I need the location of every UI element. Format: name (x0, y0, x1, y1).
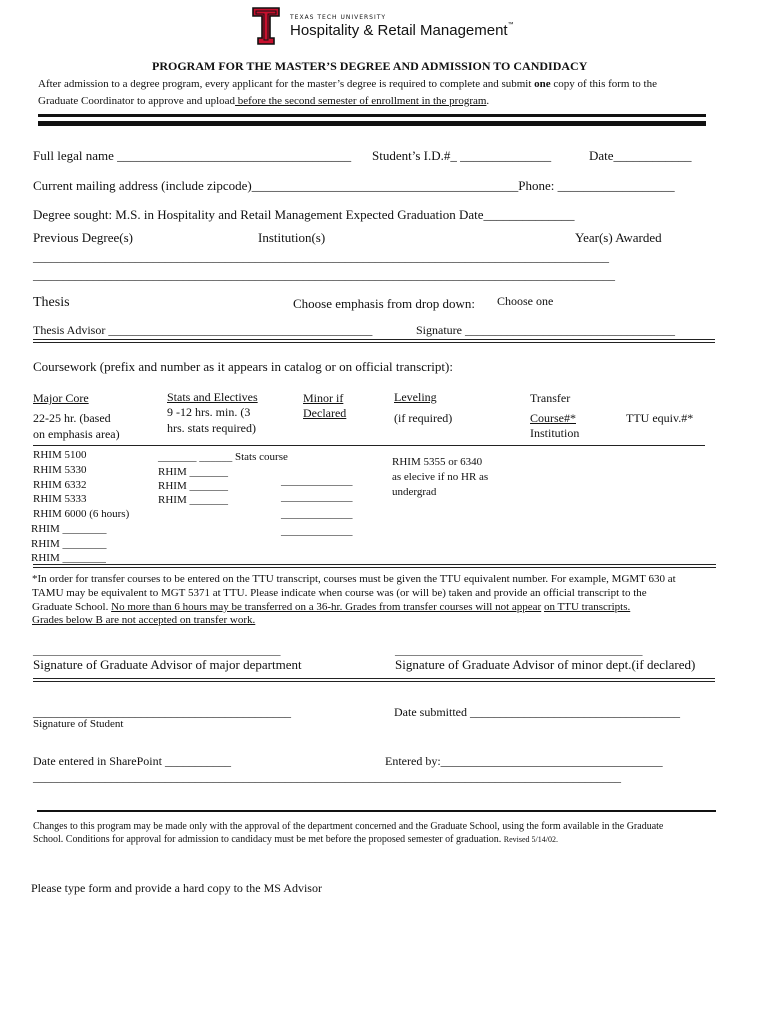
divider (37, 810, 716, 812)
department-name: Hospitality & Retail Management™ (290, 22, 514, 39)
minor-advisor-signature-line[interactable]: _____________________________________________ (395, 645, 643, 657)
major-core-course[interactable]: RHIM 6332 (33, 479, 87, 491)
minor-header: Declared (303, 406, 347, 420)
major-advisor-signature-line[interactable]: _____________________________________________ (33, 645, 281, 657)
divider (33, 564, 716, 565)
major-core-course[interactable]: RHIM 5100 (33, 449, 87, 461)
full-name-field[interactable]: Full legal name ____________________________________ (33, 148, 352, 163)
transfer-note: *In order for transfer courses to be entered on the TTU transcript, courses must be given the TTU equivalent number. For example, MGMT 630 at (32, 573, 676, 585)
stats-hours: 9 -12 hrs. min. (3 (167, 405, 251, 419)
major-core-course[interactable]: RHIM ________ (31, 552, 107, 564)
thesis-advisor-field[interactable]: Thesis Advisor ____________________________________________ (33, 323, 373, 337)
major-core-course[interactable]: RHIM ________ (31, 523, 107, 535)
stats-course[interactable]: RHIM _______ (158, 494, 228, 506)
divider (38, 121, 706, 126)
leveling-header: Leveling (394, 390, 437, 404)
previous-degrees-label: Previous Degree(s) (33, 230, 133, 245)
divider (33, 681, 715, 682)
thesis-label: Thesis (33, 295, 70, 310)
emphasis-dropdown[interactable]: Choose one (497, 294, 554, 308)
transfer-note: Grades below B are not accepted on transfer work. (32, 614, 256, 626)
thesis-signature-field[interactable]: Signature ___________________________________ (416, 323, 675, 337)
divider (33, 567, 716, 568)
divider (33, 339, 715, 340)
intro-line-1: After admission to a degree program, every applicant for the master’s degree is required to complete and submit one copy of this form to the (38, 78, 657, 90)
student-signature-line[interactable]: ___________________________________________ (33, 705, 291, 719)
major-core-hours: 22-25 hr. (based (33, 411, 111, 425)
minor-course-line[interactable]: _____________ (281, 525, 353, 537)
minor-course-line[interactable]: _____________ (281, 508, 353, 520)
leveling-text: as elecive if no HR as (392, 471, 489, 483)
form-title: PROGRAM FOR THE MASTER’S DEGREE AND ADMISSION TO CANDIDACY (152, 59, 588, 73)
previous-degree-line[interactable]: _________________________________________________________________________________________________ (33, 268, 615, 282)
divider (33, 342, 715, 343)
ttu-equiv-header: TTU equiv.#* (626, 411, 694, 425)
transfer-header: Transfer (530, 391, 571, 405)
intro-line-2: Graduate Coordinator to approve and upload before the second semester of enrollment in the program. (38, 95, 490, 107)
entered-by-field[interactable]: Entered by:_____________________________________ (385, 754, 663, 768)
date-submitted-field[interactable]: Date submitted ___________________________________ (394, 705, 680, 719)
major-core-course[interactable]: RHIM 6000 (6 hours) (33, 508, 130, 520)
leveling-note: (if required) (394, 411, 453, 425)
transfer-institution-header: Institution (530, 426, 580, 440)
major-core-course[interactable]: RHIM ________ (31, 538, 107, 550)
coursework-heading: Coursework (prefix and number as it appears in catalog or on official transcript): (33, 359, 453, 374)
minor-header: Minor if (303, 391, 344, 405)
student-signature-label: Signature of Student (33, 718, 124, 730)
divider (38, 114, 706, 117)
ttu-double-t-logo-icon (251, 6, 281, 46)
minor-course-line[interactable]: _____________ (281, 475, 353, 487)
transfer-note: TAMU may be equivalent to MGT 5371 at TTU. Please indicate when course was (or will be) taken and provide an official transcript to the (32, 587, 647, 599)
changes-note: Changes to this program may be made only with the approval of the department concerned and the Graduate School, using the form available in the Graduate (33, 821, 664, 832)
transfer-course-header: Course#* (530, 411, 576, 425)
instruction-note: Please type form and provide a hard copy to the MS Advisor (31, 881, 322, 895)
minor-course-line[interactable]: _____________ (281, 491, 353, 503)
divider (33, 678, 715, 679)
stats-header: Stats and Electives (167, 390, 258, 404)
student-id-field[interactable]: Student’s I.D.#_ ______________ (372, 148, 552, 163)
sharepoint-date-field[interactable]: Date entered in SharePoint ___________ (33, 754, 231, 768)
minor-advisor-signature-label: Signature of Graduate Advisor of minor dept.(if declared) (395, 657, 696, 672)
stats-course[interactable]: _______ ______ Stats course (158, 451, 288, 463)
university-name: TEXAS TECH UNIVERSITY (290, 14, 387, 21)
major-core-course[interactable]: RHIM 5333 (33, 493, 87, 505)
years-awarded-label: Year(s) Awarded (575, 230, 662, 245)
major-core-header: Major Core (33, 391, 89, 405)
emphasis-prompt: Choose emphasis from drop down: (293, 296, 475, 311)
stats-course[interactable]: RHIM _______ (158, 480, 228, 492)
date-field[interactable]: Date____________ (589, 148, 692, 163)
major-core-course[interactable]: RHIM 5330 (33, 464, 87, 476)
previous-degree-line[interactable]: ________________________________________________________________________________________________ (33, 250, 609, 264)
mailing-address-field[interactable]: Current mailing address (include zipcode)_________________________________________Phone: __________________ (33, 178, 675, 193)
divider (33, 445, 705, 446)
stats-note: hrs. stats required) (167, 421, 256, 435)
major-core-note: on emphasis area) (33, 427, 120, 441)
institutions-label: Institution(s) (258, 230, 326, 245)
major-advisor-signature-label: Signature of Graduate Advisor of major department (33, 657, 302, 672)
leveling-text: RHIM 5355 or 6340 (392, 456, 483, 468)
changes-note: School. Conditions for approval for admission to candidacy must be met before the proposed semester of graduation. Revised 5/14/02. (33, 834, 558, 845)
leveling-text: undergrad (392, 486, 437, 498)
transfer-note: Graduate School. No more than 6 hours may be transferred on a 36-hr. Grades from transfer courses will not appear on TTU transcripts. (32, 601, 631, 613)
degree-sought-field[interactable]: Degree sought: M.S. in Hospitality and Retail Management Expected Graduation Date______________ (33, 207, 575, 222)
separator-line: __________________________________________________________________________________________________ (33, 770, 621, 784)
stats-course[interactable]: RHIM _______ (158, 466, 228, 478)
